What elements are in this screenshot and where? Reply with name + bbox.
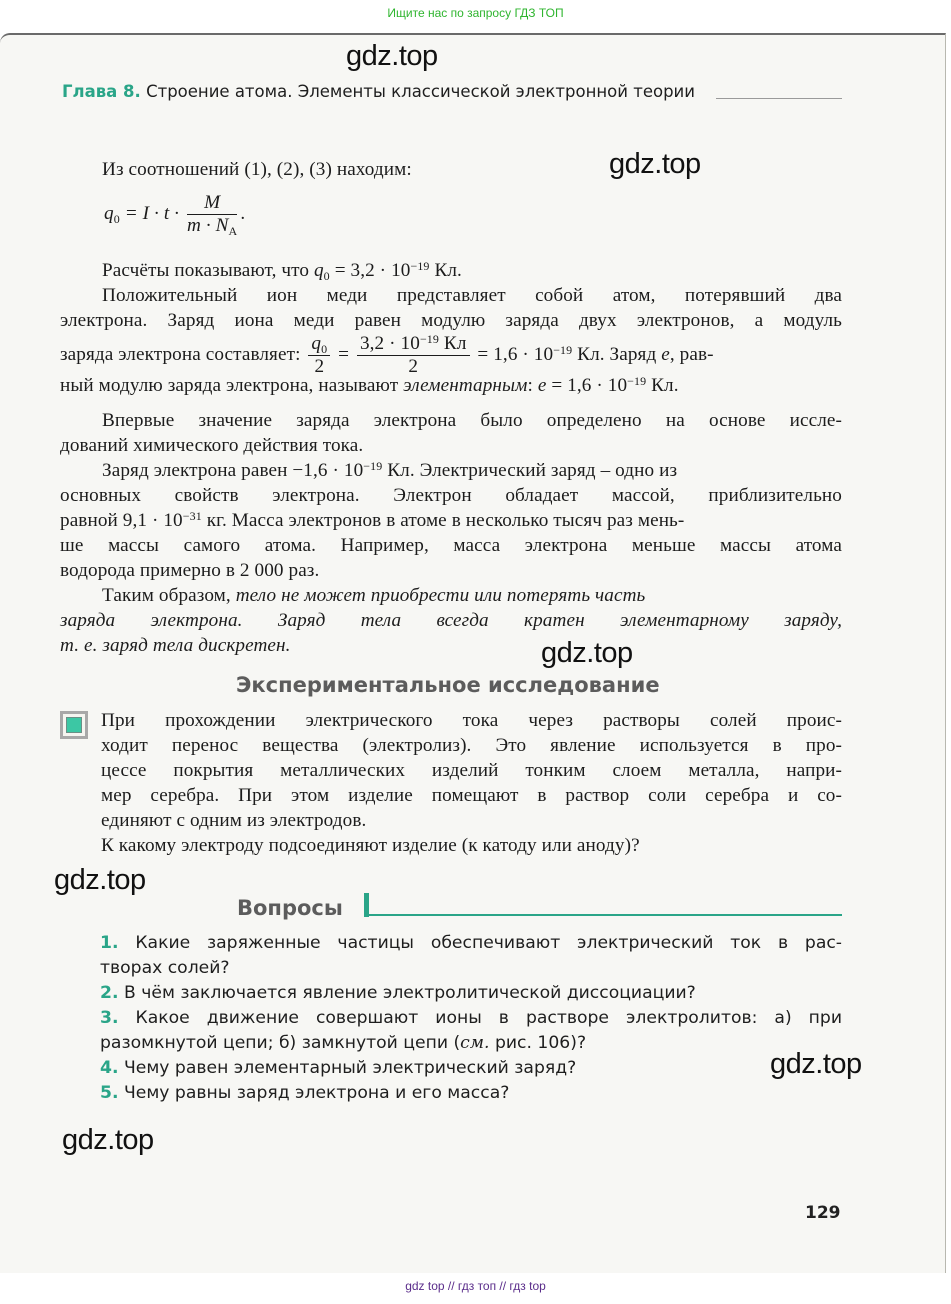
top-banner[interactable]: Ищите нас по запросу ГДЗ ТОП [387, 6, 564, 20]
question-item: 2. В чём заключается явление электролитической диссоциации? [100, 983, 696, 1003]
formula-fraction: $\frac{M}{m \cdot N_A}$ [186, 192, 238, 238]
chapter-label: Глава 8. [62, 82, 141, 101]
intro-paragraph: Из соотношений (1), (2), (3) находим: [102, 159, 412, 180]
section-title-questions: Вопросы [237, 896, 343, 920]
chapter-header [62, 82, 695, 101]
watermark: gdz.top [54, 864, 146, 896]
bottom-banner-links[interactable]: gdz top // гдз топ // гдз top [405, 1279, 546, 1293]
watermark: gdz.top [770, 1048, 862, 1080]
question-item: 3. Какое движение совершают ионы в растворе электролитов: а) при разомкнутой цепи; б) замкнутой цепи (см. рис. 106)? [100, 1008, 842, 1053]
chapter-header-rule [716, 98, 842, 99]
watermark: gdz.top [62, 1124, 154, 1156]
chapter-title: Строение атома. Элементы классической электронной теории [146, 82, 695, 101]
watermark: gdz.top [346, 40, 438, 72]
questions-list [100, 931, 842, 1106]
section-title-experiment: Экспериментальное исследование [236, 673, 660, 697]
question-item: 4. Чему равен элементарный электрический заряд? [100, 1058, 577, 1078]
question-item: 1. Какие заряженные частицы обеспечивают электрический ток в рас- творах солей? [100, 933, 842, 978]
questions-rule-horizontal [366, 914, 842, 916]
page-number: 129 [805, 1203, 841, 1223]
formula-q0: $q_0 = I \cdot t$ · $\frac{M}{m \cdot N_A}$ . [104, 192, 246, 238]
paragraph-electron-properties: Заряд электрона равен $-1,6 \cdot 10^{-19}$ Кл. Электрический заряд – одно из основных свойств электрона. Электрон обладает массой, приблизительно равной $9,1 \cdot 10^{-31}$ кг. Масса электронов в атоме в несколько тысяч раз мень- ше массы самого атома. Например, масса электрона меньше массы атома водорода примерно в 2 000 раз. [60, 459, 842, 581]
question-item: 5. Чему равны заряд электрона и его масса? [100, 1083, 510, 1103]
experiment-icon [60, 711, 88, 739]
watermark: gdz.top [609, 148, 701, 180]
experiment-text: При прохождении электрического тока через растворы солей проис- ходит перенос вещества (электролиз). Это явление используется в про- цессе покрытия металлических изделий тонким слоем металла, напри- мер серебра. При этом изделие помещают в раствор соли серебра и со- единяют с одним из электродов. К какому электроду подсоединяют изделие (к катоду или аноду)? [101, 710, 842, 856]
paragraph-first-measurement: Впервые значение заряда электрона было определено на основе иссле- дований химического действия тока. [60, 410, 842, 456]
paragraph-ion-charge: Положительный ион меди представляет собой атом, потерявший два электрона. Заряд иона меди равен модулю заряда двух электронов, а модуль заряда электрона составляет: $\frac{q_0}{2}$ = $\frac{3,2 \cdot 10^{-19} Кл}{2}$ = $1,6 \cdot 10^{-19}$ Кл. Заряд e, рав- ный модулю заряда электрона, называют элементарным: $e = 1,6 \cdot 10^{-19}$ Кл. [60, 285, 842, 396]
paragraph-conclusion: Таким образом, тело не может приобрести или потерять часть заряда электрона. Заряд тела всегда кратен элементарному заряду, т. е. заряд тела дискретен. [60, 585, 842, 656]
calc-result-line: Расчёты показывают, что $q_0 = 3,2 \cdot 10^{-19}$ Кл. [102, 259, 462, 283]
watermark: gdz.top [541, 637, 633, 669]
